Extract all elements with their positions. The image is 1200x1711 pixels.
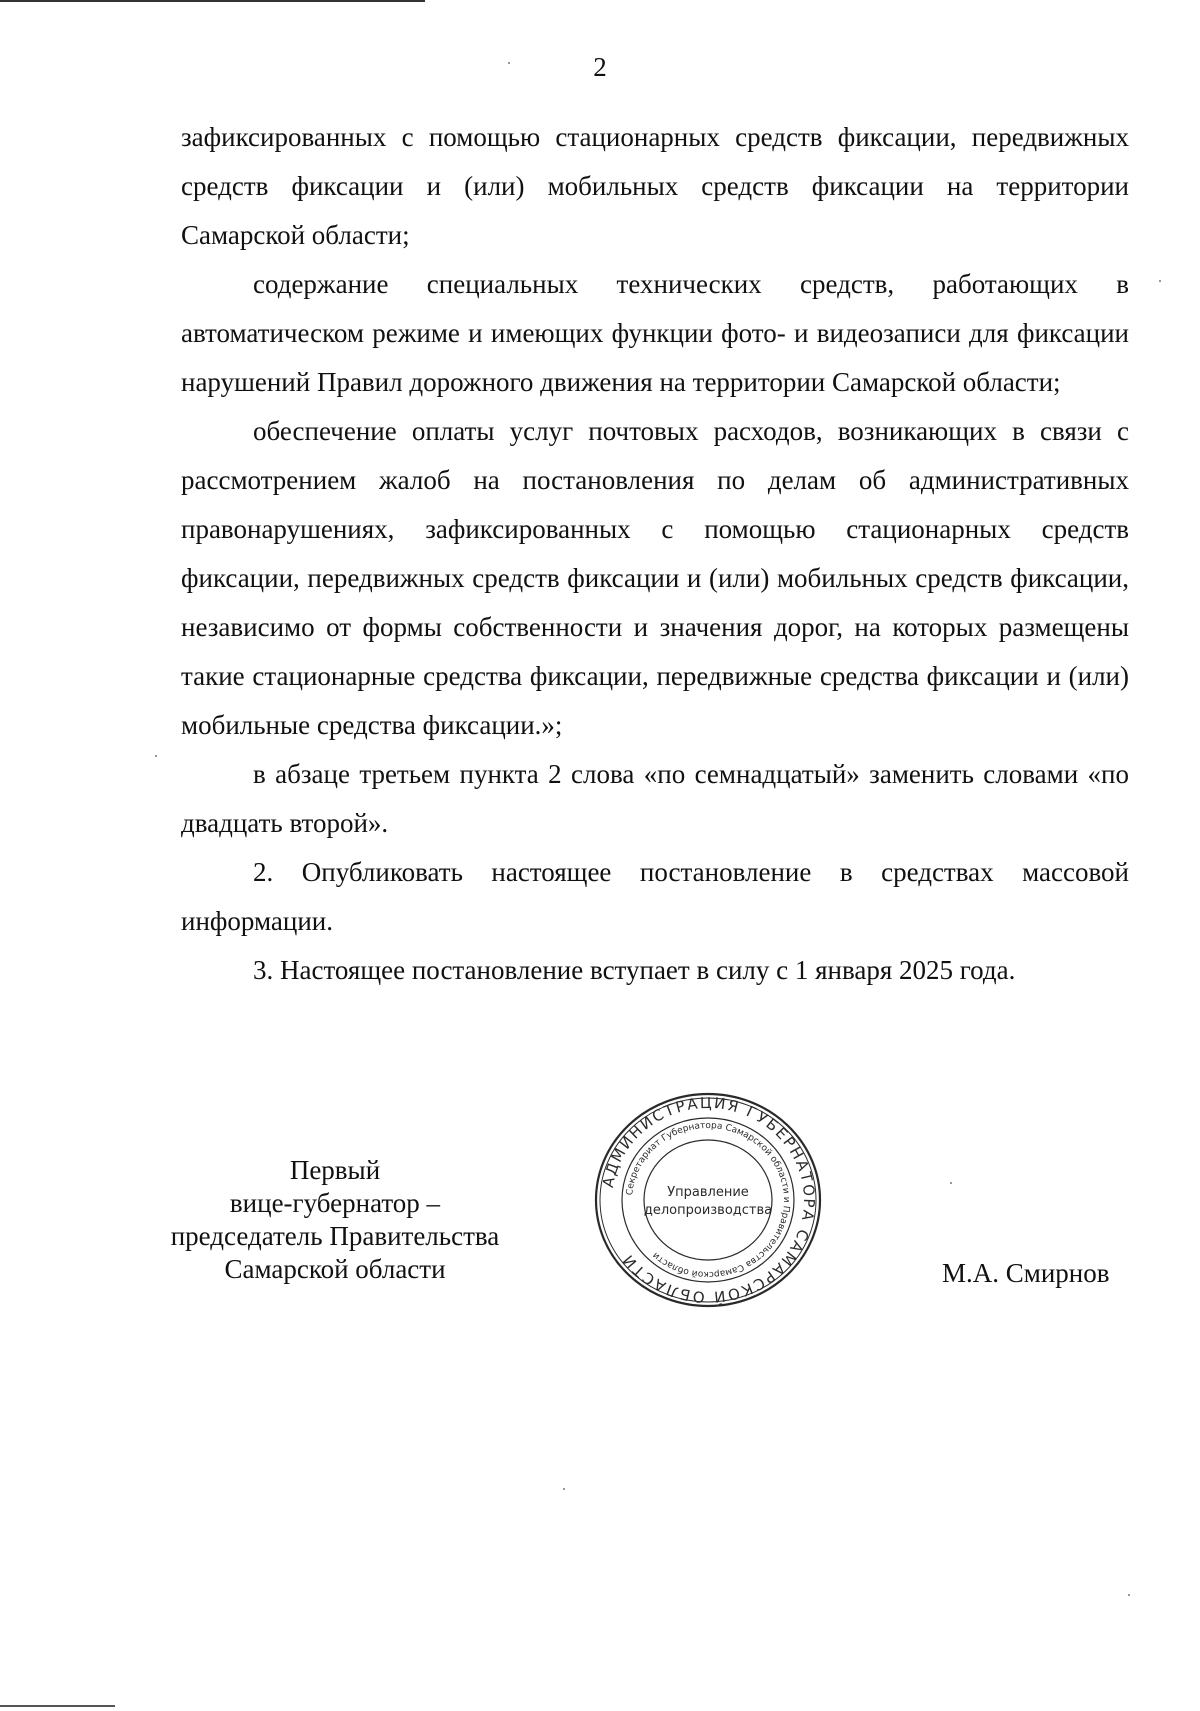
scan-speck xyxy=(1128,1594,1130,1596)
paragraph-cameras-maintenance: содержание специальных технических средств, работающих в автоматическом режиме и имеющих функции фото- и видеозаписи для фиксации нарушений Правил дорожного движения на территории Самарской области; xyxy=(181,269,1129,397)
scan-speck xyxy=(508,62,510,64)
paragraph-continuation: зафиксированных с помощью стационарных средств фиксации, передвижных средств фиксации и (или) мобильных средств фиксации на территории Самарской области; xyxy=(181,122,1129,250)
seal-outer-text: АДМИНИСТРАЦИЯ ГУБЕРНАТОРА САМАРСКОЙ ОБЛАСТИ xyxy=(598,1093,819,1307)
paragraph-publish: 2. Опубликовать настоящее постановление в средствах массовой информации. xyxy=(181,857,1129,936)
scan-speck xyxy=(950,1182,952,1184)
paragraph-effective-date: 3. Настоящее постановление вступает в силу с 1 января 2025 года. xyxy=(253,955,1016,985)
seal-center-line1: Управление xyxy=(667,1185,749,1200)
signatory-title-line: Первый xyxy=(289,1155,381,1185)
signatory-title xyxy=(140,1154,530,1286)
scan-speck xyxy=(563,1488,565,1490)
signatory-name: М.А. Смирнов xyxy=(942,1258,1110,1288)
scan-speck xyxy=(1159,280,1161,282)
signatory-title-line: Самарской области xyxy=(224,1254,446,1284)
scan-speck xyxy=(155,755,157,757)
top-scan-rule xyxy=(0,0,425,2)
official-seal-stamp xyxy=(588,1090,828,1310)
bottom-scan-rule xyxy=(0,1705,115,1707)
seal-inner-text: Секретариат Губернатора Самарской области и Правительства Самарской области xyxy=(625,1120,792,1280)
seal-center-line2: делопроизводства xyxy=(643,1203,773,1218)
signatory-title-line: вице-губернатор – xyxy=(229,1188,441,1218)
signatory-title-line: председатель Правительства xyxy=(170,1221,500,1251)
paragraph-postal-costs: обеспечение оплаты услуг почтовых расходов, возникающих в связи с рассмотрением жалоб на постановления по делам об административных правонарушениях, зафиксированных с помощью стационарных средств фиксации, передвижных средств фиксации и (или) мобильных средств фиксации, независимо от формы собственности и значения дорог, на которых размещены такие стационарные средства фиксации, передвижные средства фиксации и (или) мобильные средства фиксации.»; xyxy=(181,416,1129,740)
paragraph-amendment: в абзаце третьем пункта 2 слова «по семнадцатый» заменить словами «по двадцать второй». xyxy=(181,759,1129,838)
page-number: 2 xyxy=(593,52,607,82)
document-body xyxy=(181,113,1129,995)
